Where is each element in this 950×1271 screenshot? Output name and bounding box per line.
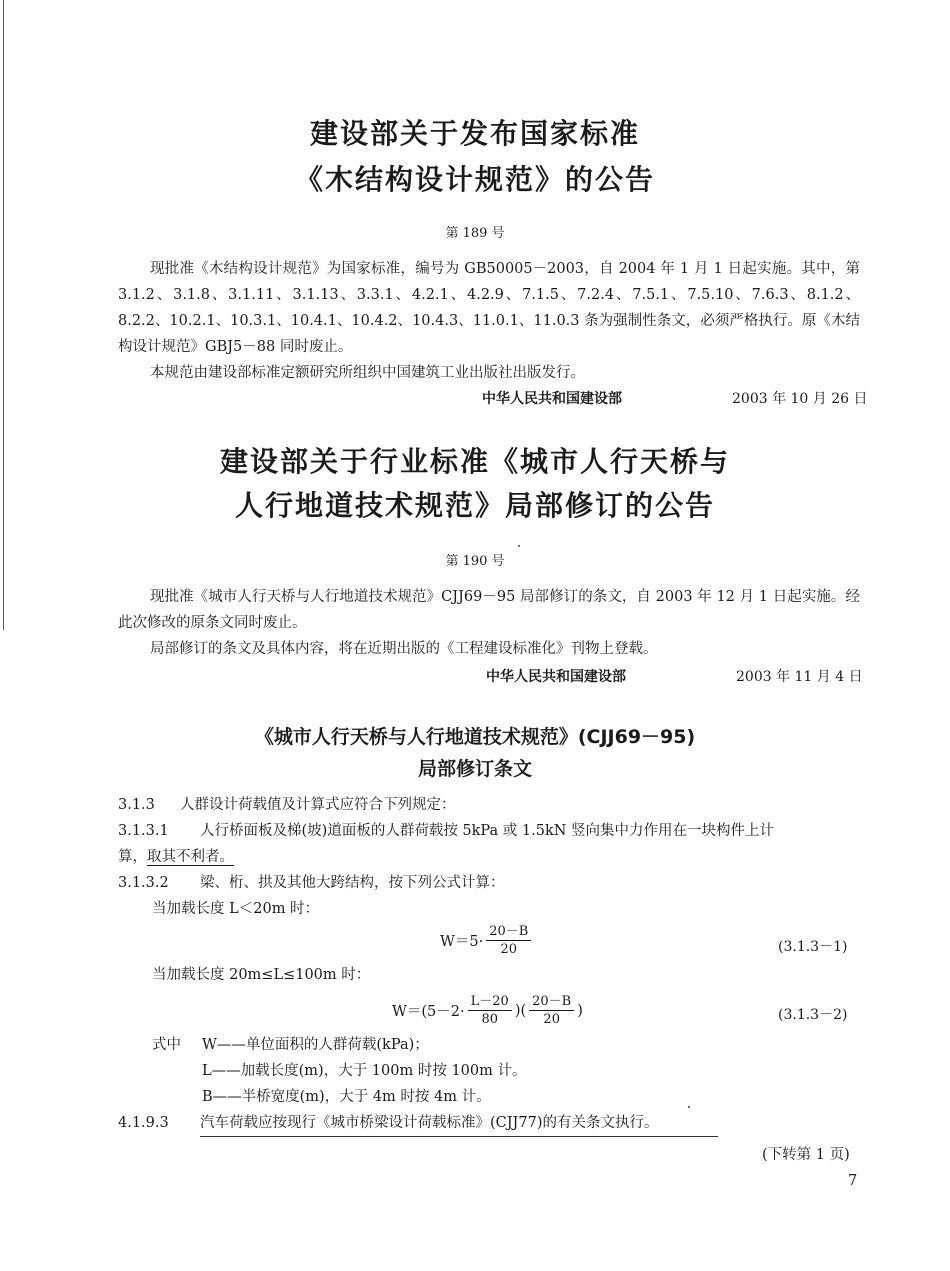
- formula-end: ): [577, 1002, 583, 1019]
- fraction-denominator: 20: [500, 942, 518, 957]
- notice1-paragraph2: 本规范由建设部标准定额研究所组织中国建筑工业出版社出版发行。: [150, 365, 585, 381]
- fraction-denominator: 80: [481, 1012, 498, 1027]
- clause-3-1-3-2: [118, 870, 505, 896]
- where-l: L——加载长度(m)，大于 100m 时按 100m 计。: [202, 1063, 527, 1079]
- clause-number: 3.1.3.2: [118, 875, 169, 891]
- clause-number: 3.1.3.1: [118, 823, 169, 839]
- revision-title-line1: 《城市人行天桥与人行地道技术规范》(CJJ69－95): [254, 726, 696, 748]
- page-number: 7: [848, 1173, 858, 1189]
- fraction-denominator: 20: [543, 1012, 560, 1027]
- formula-number-1: (3.1.3－1): [778, 939, 848, 955]
- notice2-title-line2: 人行地道技术规范》局部修订的公告: [234, 489, 715, 522]
- clause-text: 人群设计荷载值及计算式应符合下列规定：: [180, 797, 456, 813]
- clause-number: 3.1.3: [118, 797, 155, 813]
- formula-number-2: (3.1.3－2): [778, 1007, 848, 1023]
- fraction-numerator: 20－B: [529, 994, 574, 1011]
- revision-title-line2: 局部修订条文: [417, 758, 532, 780]
- clause-text-underlined: 取其不利者。: [147, 849, 234, 865]
- clause-3-1-3: [118, 792, 456, 818]
- clause-4-1-9-3: [118, 1110, 658, 1136]
- scan-edge-line: [3, 0, 4, 630]
- fraction: [486, 924, 531, 957]
- notice1-title-line2: 《木结构设计规范》的公告: [294, 163, 655, 196]
- formula-3-1-3-1: [440, 924, 534, 957]
- load-case-1: 当加载长度 L＜20m 时：: [152, 901, 320, 917]
- clause-text: 梁、桁、拱及其他大跨结构，按下列公式计算：: [200, 875, 505, 891]
- clause-text: 汽车荷载应按现行《城市桥梁设计荷载标准》(CJJ77)的有关条文执行。: [200, 1115, 659, 1131]
- where-w: W——单位面积的人群荷载(kPa)；: [202, 1037, 429, 1053]
- underline-rule: [200, 1136, 718, 1137]
- notice2-issuer: 中华人民共和国建设部: [486, 669, 626, 685]
- clause-3-1-3-1: [118, 818, 774, 844]
- clause-3-1-3-1-continued: [118, 844, 234, 870]
- continued-note: (下转第 1 页): [762, 1147, 850, 1163]
- load-case-2: 当加载长度 20m≤L≤100m 时：: [152, 967, 371, 983]
- scan-speck: [518, 545, 520, 547]
- notice2-paragraph1: 现批准《城市人行天桥与人行地道技术规范》CJJ69－95 局部修订的条文，自 2003 年 12 月 1 日起实施。经此次修改的原条文同时废止。: [118, 589, 860, 631]
- notice1-title-line1: 建设部关于发布国家标准: [309, 117, 640, 150]
- formula-lhs: W＝5·: [440, 934, 484, 950]
- notice1-number: 第 189 号: [445, 226, 505, 241]
- clause-number: 4.1.9.3: [118, 1115, 169, 1131]
- formula-middle: )(: [514, 1002, 527, 1019]
- fraction-1: [468, 994, 512, 1027]
- clause-text: 算，: [118, 849, 147, 865]
- formula-lhs: W＝(5－2·: [392, 1004, 465, 1020]
- notice2-number: 第 190 号: [445, 554, 505, 569]
- where-b: B——半桥宽度(m)，大于 4m 时按 4m 计。: [202, 1089, 491, 1105]
- where-label: 式中: [152, 1037, 181, 1053]
- notice2-title-line1: 建设部关于行业标准《城市人行天桥与: [219, 445, 730, 478]
- fraction-2: [529, 994, 574, 1027]
- clause-text: 人行桥面板及梯(坡)道面板的人群荷载按 5kPa 或 1.5kN 竖向集中力作用在一块构件上计: [200, 823, 775, 839]
- fraction-numerator: L－20: [468, 994, 512, 1011]
- scan-speck: [688, 1106, 690, 1108]
- notice1-paragraph1: 现批准《木结构设计规范》为国家标准，编号为 GB50005－2003，自 2004 年 1 月 1 日起实施。其中，第 3.1.2、3.1.8、3.1.11、3.1.13、3.3.1、4.2.1、4.2.9、7.1.5、7.2.4、7.5.1、7.5.10、7.6.3、8.1.2、8.2.2、10.2.1、10.3.1、10.4.1、10.4.2、10.4.3、11.0.1、11.0.3 条为强制性条文，必须严格执行。原《木结构设计规范》GBJ5－88 同时废止。: [118, 261, 860, 355]
- notice1-date: 2003 年 10 月 26 日: [732, 391, 868, 407]
- notice2-paragraph2: 局部修订的条文及具体内容，将在近期出版的《工程建设标准化》刊物上登载。: [150, 641, 658, 657]
- formula-3-1-3-2: [392, 994, 583, 1027]
- fraction-numerator: 20－B: [486, 924, 531, 941]
- notice1-issuer: 中华人民共和国建设部: [482, 391, 622, 407]
- notice2-date: 2003 年 11 月 4 日: [736, 669, 863, 685]
